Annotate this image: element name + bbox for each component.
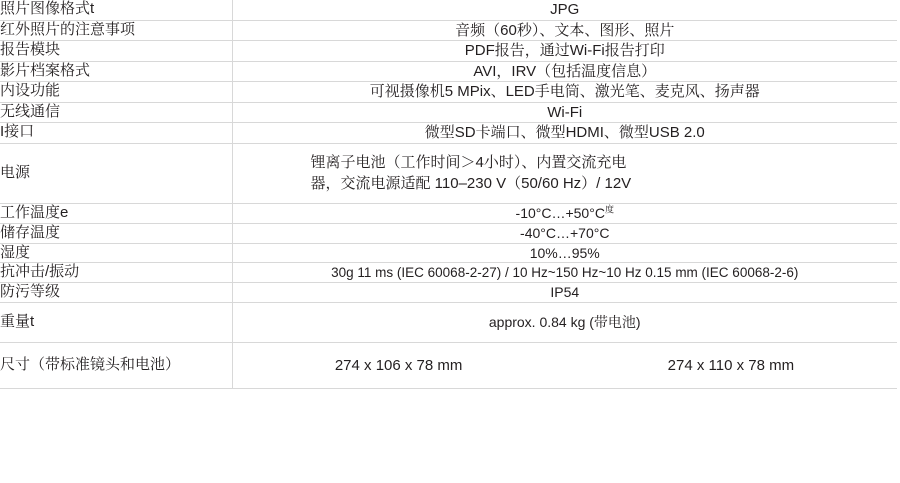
table-row [0, 123, 897, 144]
row-value: JPG [232, 0, 897, 20]
table-row [0, 223, 897, 243]
row-label: 照片图像格式t [0, 0, 232, 20]
row-value: 可视摄像机5 MPix、LED手电筒、激光笔、麦克风、扬声器 [232, 82, 897, 103]
row-label: 抗冲击/振动 [0, 263, 232, 283]
row-value: PDF报告，通过Wi-Fi报告打印 [232, 41, 897, 62]
row-value-line: 锂离子电池（工作时间＞4小时）、内置交流充电 [310, 153, 627, 171]
table-row [0, 82, 897, 103]
row-value: AVI，IRV（包括温度信息） [232, 61, 897, 82]
table-row [0, 263, 897, 283]
row-value-split [232, 342, 897, 388]
row-value: -40°C…+70°C [232, 223, 897, 243]
row-value-right: 274 x 110 x 78 mm [667, 356, 795, 374]
row-value-note: 度 [604, 204, 614, 215]
row-label: 内设功能 [0, 82, 232, 103]
row-value: 音频（60秒）、文本、图形、照片 [232, 20, 897, 41]
row-label: 报告模块 [0, 41, 232, 62]
table-row [0, 20, 897, 41]
row-value [232, 143, 897, 204]
row-value-text: -10°C…+50°C [515, 205, 605, 222]
row-label: 红外照片的注意事项 [0, 20, 232, 41]
row-label: 储存温度 [0, 223, 232, 243]
table-row [0, 0, 897, 20]
row-value: 10%…95% [232, 243, 897, 263]
row-value-left: 274 x 106 x 78 mm [334, 356, 463, 374]
row-label: 工作温度e [0, 204, 232, 224]
table-row [0, 204, 897, 224]
row-label: 无线通信 [0, 102, 232, 123]
row-value: Wi-Fi [232, 102, 897, 123]
row-label: I接口 [0, 123, 232, 144]
row-value: 30g 11 ms (IEC 60068-2-27) / 10 Hz~150 Hz~10 Hz 0.15 mm (IEC 60068-2-6) [232, 263, 897, 283]
table-row [0, 143, 897, 204]
row-label: 重量t [0, 302, 232, 342]
row-label: 尺寸（带标准镜头和电池） [0, 342, 232, 388]
table-row [0, 41, 897, 62]
table-row [0, 243, 897, 263]
row-label: 电源 [0, 143, 232, 204]
row-label: 影片档案格式 [0, 61, 232, 82]
row-value: 微型SD卡端口、微型HDMI、微型USB 2.0 [232, 123, 897, 144]
row-value: IP54 [232, 283, 897, 303]
table-row [0, 102, 897, 123]
row-label: 防污等级 [0, 283, 232, 303]
row-value: approx. 0.84 kg (带电池) [232, 302, 897, 342]
table-row [0, 283, 897, 303]
row-label: 湿度 [0, 243, 232, 263]
table-row [0, 342, 897, 388]
row-value-line: 器，交流电源适配 110–230 V（50/60 Hz）/ 12V [310, 175, 632, 193]
table-row [0, 302, 897, 342]
table-row [0, 61, 897, 82]
row-value [232, 204, 897, 224]
